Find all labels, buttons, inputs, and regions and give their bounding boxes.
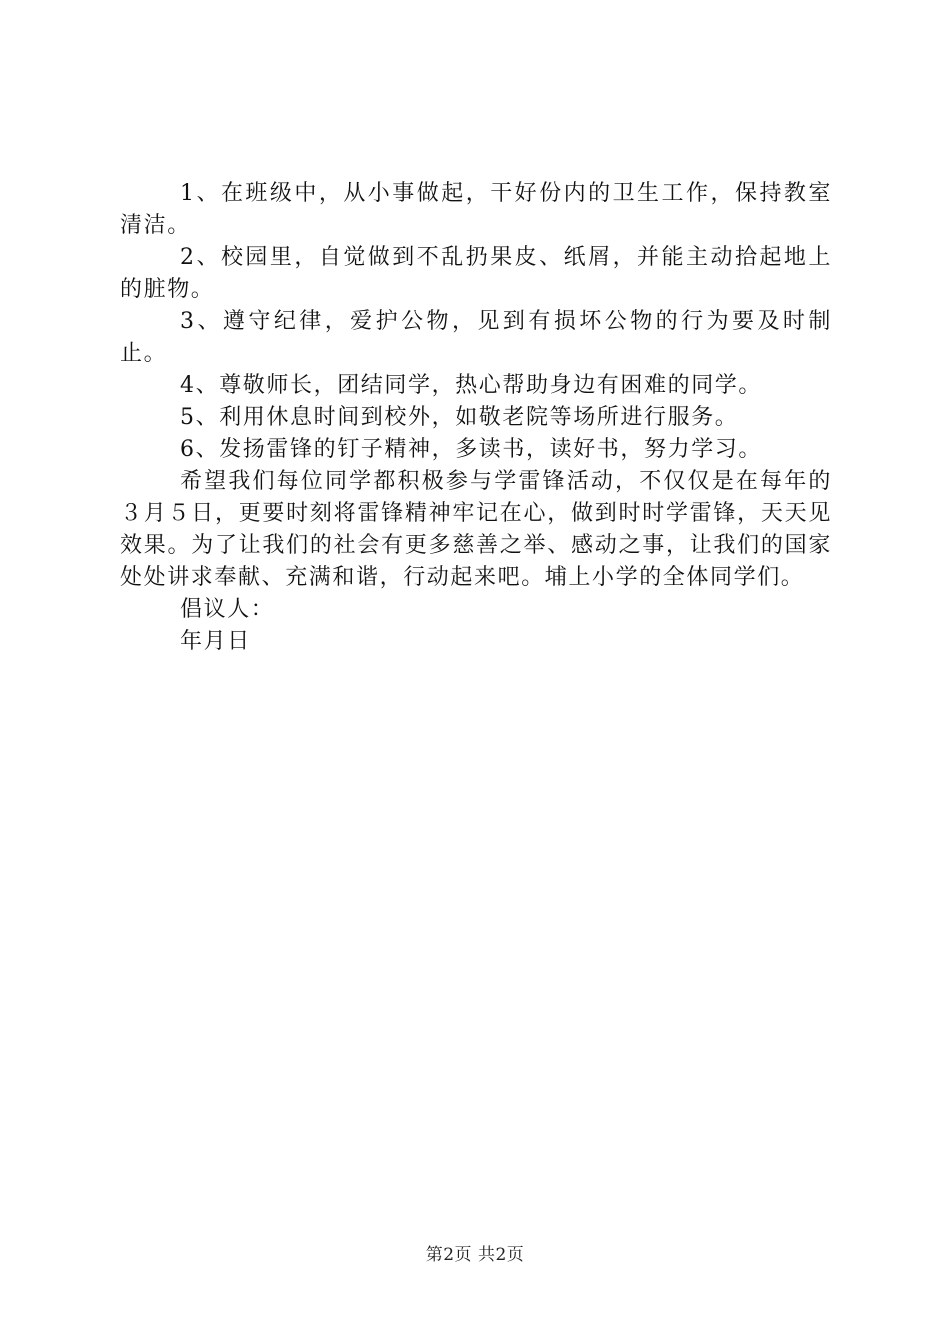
list-item-1: 1、在班级中，从小事做起，干好份内的卫生工作，保持教室清洁。 (120, 181, 832, 238)
date-line: 年月日 (180, 629, 251, 654)
list-item-6: 6、发扬雷锋的钉子精神，多读书，读好书，努力学习。 (180, 437, 762, 462)
list-item-4: 4、尊敬师长，团结同学，热心帮助身边有困难的同学。 (180, 373, 762, 398)
closing-paragraph: 希望我们每位同学都积极参与学雷锋活动，不仅仅是在每年的３月５日，更要时刻将雷锋精神牢记在心，做到时时学雷锋，天天见效果。为了让我们的社会有更多慈善之举、感动之事，让我们的国家处处讲求奉献、充满和谐，行动起来吧。埔上小学的全体同学们。 (120, 469, 832, 590)
list-item-3: 3、遵守纪律，爱护公物，见到有损坏公物的行为要及时制止。 (120, 309, 832, 366)
page-footer: 第2页 共2页 (425, 1245, 525, 1265)
list-item-5: 5、利用休息时间到校外，如敬老院等场所进行服务。 (180, 405, 739, 430)
signature-line: 倡议人： (180, 597, 275, 622)
list-item-2: 2、校园里，自觉做到不乱扔果皮、纸屑，并能主动拾起地上的脏物。 (120, 245, 832, 302)
document-body (120, 178, 832, 658)
